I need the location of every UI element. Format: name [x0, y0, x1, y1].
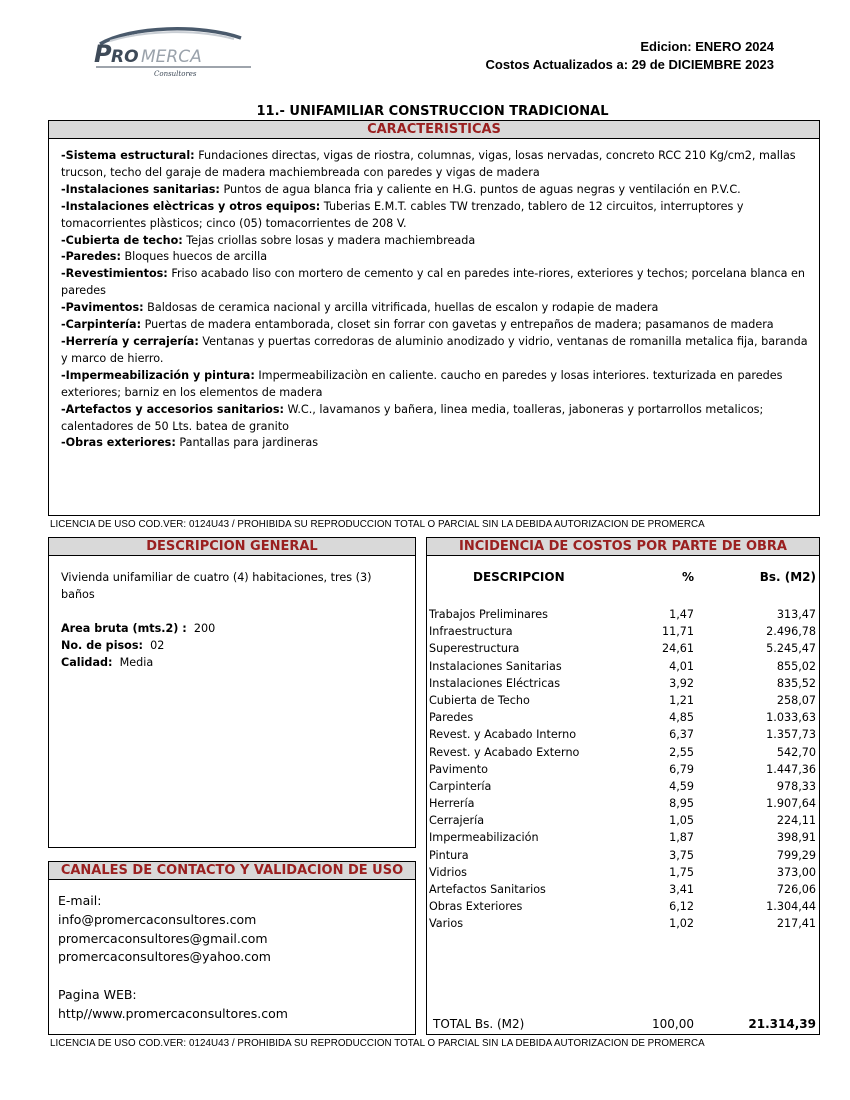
edition-date: Edicion: ENERO 2024: [640, 39, 774, 54]
total-bs: 21.314,39: [748, 1017, 816, 1031]
characteristic-label: -Instalaciones sanitarias:: [61, 182, 220, 196]
quality-value: Media: [112, 655, 154, 669]
table-row: [427, 623, 819, 640]
characteristic-text: Pantallas para jardineras: [175, 436, 319, 450]
characteristic-item: [61, 249, 811, 266]
row-description: Cerrajería: [429, 814, 485, 828]
svg-text:P: P: [94, 40, 112, 68]
table-row: [427, 692, 819, 709]
cost-incidence-section: [426, 537, 820, 1035]
quality-label: Calidad:: [61, 655, 113, 669]
email-link-gmail[interactable]: promercaconsultores@gmail.com: [58, 930, 268, 946]
characteristic-label: -Paredes:: [61, 250, 121, 264]
row-percent: 2,55: [669, 745, 694, 759]
characteristic-label: -Herrería y cerrajería:: [61, 334, 199, 348]
characteristics-heading: CARACTERISTICAS: [49, 121, 819, 139]
cost-incidence-table: [427, 606, 819, 933]
row-percent: 1,87: [669, 831, 694, 845]
characteristic-label: -Cubierta de techo:: [61, 233, 183, 247]
row-percent: 4,01: [669, 659, 694, 673]
characteristic-label: -Impermeabilización y pintura:: [61, 368, 255, 382]
row-description: Cubierta de Techo: [429, 693, 530, 707]
floors-value: 02: [143, 638, 165, 652]
table-row: [427, 709, 819, 726]
characteristic-item: [61, 300, 811, 317]
total-label: TOTAL Bs. (M2): [433, 1017, 525, 1031]
characteristic-label: -Obras exteriores:: [61, 436, 176, 450]
characteristic-label: -Pavimentos:: [61, 301, 144, 315]
characteristic-item: [61, 368, 811, 402]
row-percent: 3,75: [669, 848, 694, 862]
row-bs: 1.304,44: [766, 900, 816, 914]
row-percent: 3,41: [669, 883, 694, 896]
row-description: Carpintería: [429, 779, 492, 793]
table-row: [427, 726, 819, 743]
email-label: E-mail:: [58, 893, 102, 908]
row-percent: 11,71: [661, 625, 694, 639]
web-link[interactable]: http//www.promercaconsultores.com: [58, 1005, 288, 1021]
row-bs: 313,47: [776, 608, 816, 621]
total-row: [427, 1016, 819, 1033]
row-percent: 1,47: [669, 608, 694, 621]
table-row: [427, 898, 819, 915]
svg-text:RO: RO: [111, 47, 139, 67]
characteristic-text: Impermeabilizaciòn en caliente. caucho en paredes y losas interiores. texturizada en paredes exteriores; barniz en los elementos de madera: [61, 368, 783, 399]
characteristic-item: [61, 402, 811, 436]
row-percent: 1,21: [669, 693, 694, 707]
svg-text:Consultores: Consultores: [154, 70, 197, 78]
area-line: [61, 621, 405, 638]
contact-section: [48, 861, 416, 1035]
row-bs: 835,52: [776, 676, 816, 690]
table-row: [427, 795, 819, 812]
general-description-text: Vivienda unifamiliar de cuatro (4) habitaciones, tres (3) baños: [61, 571, 372, 601]
column-header-bs: Bs. (M2): [759, 570, 816, 584]
row-description: Artefactos Sanitarios: [429, 883, 546, 896]
area-value: 200: [186, 621, 216, 635]
row-percent: 4,85: [669, 711, 694, 725]
row-bs: 799,29: [776, 848, 816, 862]
characteristic-label: -Artefactos y accesorios sanitarios:: [61, 402, 284, 416]
column-header-description: DESCRIPCION: [473, 570, 565, 584]
area-label: Area bruta (mts.2) :: [61, 621, 187, 635]
row-percent: 24,61: [661, 642, 694, 656]
web-label: Pagina WEB:: [58, 986, 137, 1002]
row-description: Impermeabilización: [429, 831, 539, 845]
row-bs: 978,33: [776, 779, 816, 793]
row-description: Vidrios: [429, 865, 467, 879]
promerca-logo: [86, 24, 261, 80]
table-row: [427, 640, 819, 657]
table-row: [427, 847, 819, 864]
row-description: Instalaciones Eléctricas: [429, 676, 561, 690]
row-description: Trabajos Preliminares: [429, 608, 548, 621]
row-bs: 224,11: [776, 814, 816, 828]
table-row: [427, 881, 819, 898]
characteristic-text: Friso acabado liso con mortero de cemento y cal en paredes inte-riores, exteriores y techos; porcelana blanca en paredes: [61, 267, 806, 298]
row-percent: 1,02: [669, 917, 694, 931]
characteristic-item: [61, 182, 811, 199]
document-title: 11.- UNIFAMILIAR CONSTRUCCION TRADICIONAL: [256, 104, 609, 119]
row-bs: 2.496,78: [766, 625, 816, 639]
characteristic-text: Puntos de agua blanca fria y caliente en H.G. puntos de aguas negras y ventilación en P.V.C.: [219, 182, 741, 196]
row-percent: 8,95: [669, 797, 694, 811]
edition-info: [486, 38, 775, 74]
contact-heading: CANALES DE CONTACTO Y VALIDACION DE USO: [49, 862, 415, 880]
table-row: [427, 744, 819, 761]
characteristic-item: [61, 317, 811, 334]
characteristic-item: [61, 435, 811, 452]
characteristic-text: Tejas criollas sobre losas y madera machiembreada: [182, 233, 476, 247]
row-percent: 6,37: [669, 728, 694, 742]
row-description: Pintura: [429, 848, 469, 862]
table-row: [427, 829, 819, 846]
total-percent: 100,00: [652, 1017, 694, 1031]
row-bs: 217,41: [776, 917, 816, 931]
email-link-info[interactable]: info@promercaconsultores.com: [58, 911, 257, 927]
row-description: Obras Exteriores: [429, 900, 523, 914]
license-notice: LICENCIA DE USO COD.VER: 0124U43 / PROHIBIDA SU REPRODUCCION TOTAL O PARCIAL SIN LA DEBIDA AUTORIZACION DE PROMERCA: [50, 519, 705, 530]
quality-line: [61, 655, 405, 672]
floors-line: [61, 638, 405, 655]
characteristic-text: Ventanas y puertas corredoras de aluminio anodizado y vidrio, ventanas de romanilla metalica fija, baranda y marco de hierro.: [61, 334, 808, 365]
row-description: Revest. y Acabado Interno: [429, 728, 577, 742]
characteristic-text: Bloques huecos de arcilla: [120, 250, 268, 264]
email-link-yahoo[interactable]: promercaconsultores@yahoo.com: [58, 949, 271, 965]
row-bs: 726,06: [776, 883, 816, 896]
row-description: Paredes: [429, 711, 474, 725]
characteristic-label: -Revestimientos:: [61, 267, 168, 281]
table-row: [427, 915, 819, 932]
row-bs: 1.907,64: [766, 797, 816, 811]
row-bs: 542,70: [776, 745, 816, 759]
characteristic-label: -Sistema estructural:: [61, 149, 195, 162]
table-row: [427, 675, 819, 692]
general-description-heading: DESCRIPCION GENERAL: [49, 538, 415, 556]
table-row: [427, 658, 819, 675]
table-row: [427, 761, 819, 778]
characteristics-list: [49, 139, 819, 452]
characteristic-item: [61, 199, 811, 233]
row-bs: 1.357,73: [766, 728, 816, 742]
row-percent: 6,12: [669, 900, 694, 914]
row-bs: 5.245,47: [766, 642, 816, 656]
characteristic-label: -Carpintería:: [61, 318, 142, 332]
cost-incidence-heading: INCIDENCIA DE COSTOS POR PARTE DE OBRA: [427, 538, 819, 556]
characteristic-item: [61, 233, 811, 250]
characteristic-text: Baldosas de ceramica nacional y arcilla vitrificada, huellas de escalon y rodapie de madera: [143, 301, 659, 315]
table-row: [427, 778, 819, 795]
table-row: [427, 812, 819, 829]
license-notice-footer: LICENCIA DE USO COD.VER: 0124U43 / PROHIBIDA SU REPRODUCCION TOTAL O PARCIAL SIN LA DEBIDA AUTORIZACION DE PROMERCA: [50, 1038, 705, 1049]
floors-label: No. de pisos:: [61, 638, 144, 652]
row-description: Revest. y Acabado Externo: [429, 745, 580, 759]
general-description-section: [48, 537, 416, 848]
row-percent: 3,92: [669, 676, 694, 690]
row-bs: 1.447,36: [766, 762, 816, 776]
row-description: Herrería: [429, 797, 475, 811]
row-percent: 1,05: [669, 814, 694, 828]
table-row: [427, 864, 819, 881]
row-bs: 855,02: [776, 659, 816, 673]
row-bs: 398,91: [776, 831, 816, 845]
characteristics-section: [48, 120, 820, 516]
row-bs: 373,00: [776, 865, 816, 879]
row-description: Instalaciones Sanitarias: [429, 659, 562, 673]
svg-text:MERCA: MERCA: [141, 47, 202, 67]
row-bs: 258,07: [776, 693, 816, 707]
characteristic-text: W.C., lavamanos y bañera, linea media, toalleras, jaboneras y portarrollos metalicos; calentadores de 50 Lts. batea de granito: [61, 402, 764, 433]
row-percent: 6,79: [669, 762, 694, 776]
characteristic-text: Tuberias E.M.T. cables TW trenzado, tablero de 12 circuitos, interruptores y tomacorrientes plàsticos; cinco (05) tomacorrientes de 208 V.: [61, 199, 744, 230]
row-percent: 4,59: [669, 779, 694, 793]
characteristic-text: Fundaciones directas, vigas de riostra, columnas, vigas, losas nervadas, concreto RCC 210 Kg/cm2, mallas trucson, techo del garaje de madera machiembreada con paredes y vigas de madera: [61, 149, 796, 179]
column-header-percent: %: [681, 570, 694, 584]
row-description: Pavimento: [429, 762, 488, 776]
characteristic-item: [61, 148, 811, 182]
row-percent: 1,75: [669, 865, 694, 879]
row-description: Varios: [429, 917, 464, 931]
updated-date: Costos Actualizados a: 29 de DICIEMBRE 2023: [485, 57, 774, 72]
characteristic-label: -Instalaciones elèctricas y otros equipos:: [61, 199, 321, 213]
row-bs: 1.033,63: [766, 711, 816, 725]
characteristic-item: [61, 334, 811, 368]
row-description: Superestructura: [429, 642, 520, 656]
row-description: Infraestructura: [429, 625, 513, 639]
characteristic-text: Puertas de madera entamborada, closet sin forrar con gavetas y entrepaños de madera; pasamanos de madera: [141, 318, 774, 332]
logo-graphic: [86, 24, 261, 80]
table-row: [427, 606, 819, 623]
characteristic-item: [61, 266, 811, 300]
